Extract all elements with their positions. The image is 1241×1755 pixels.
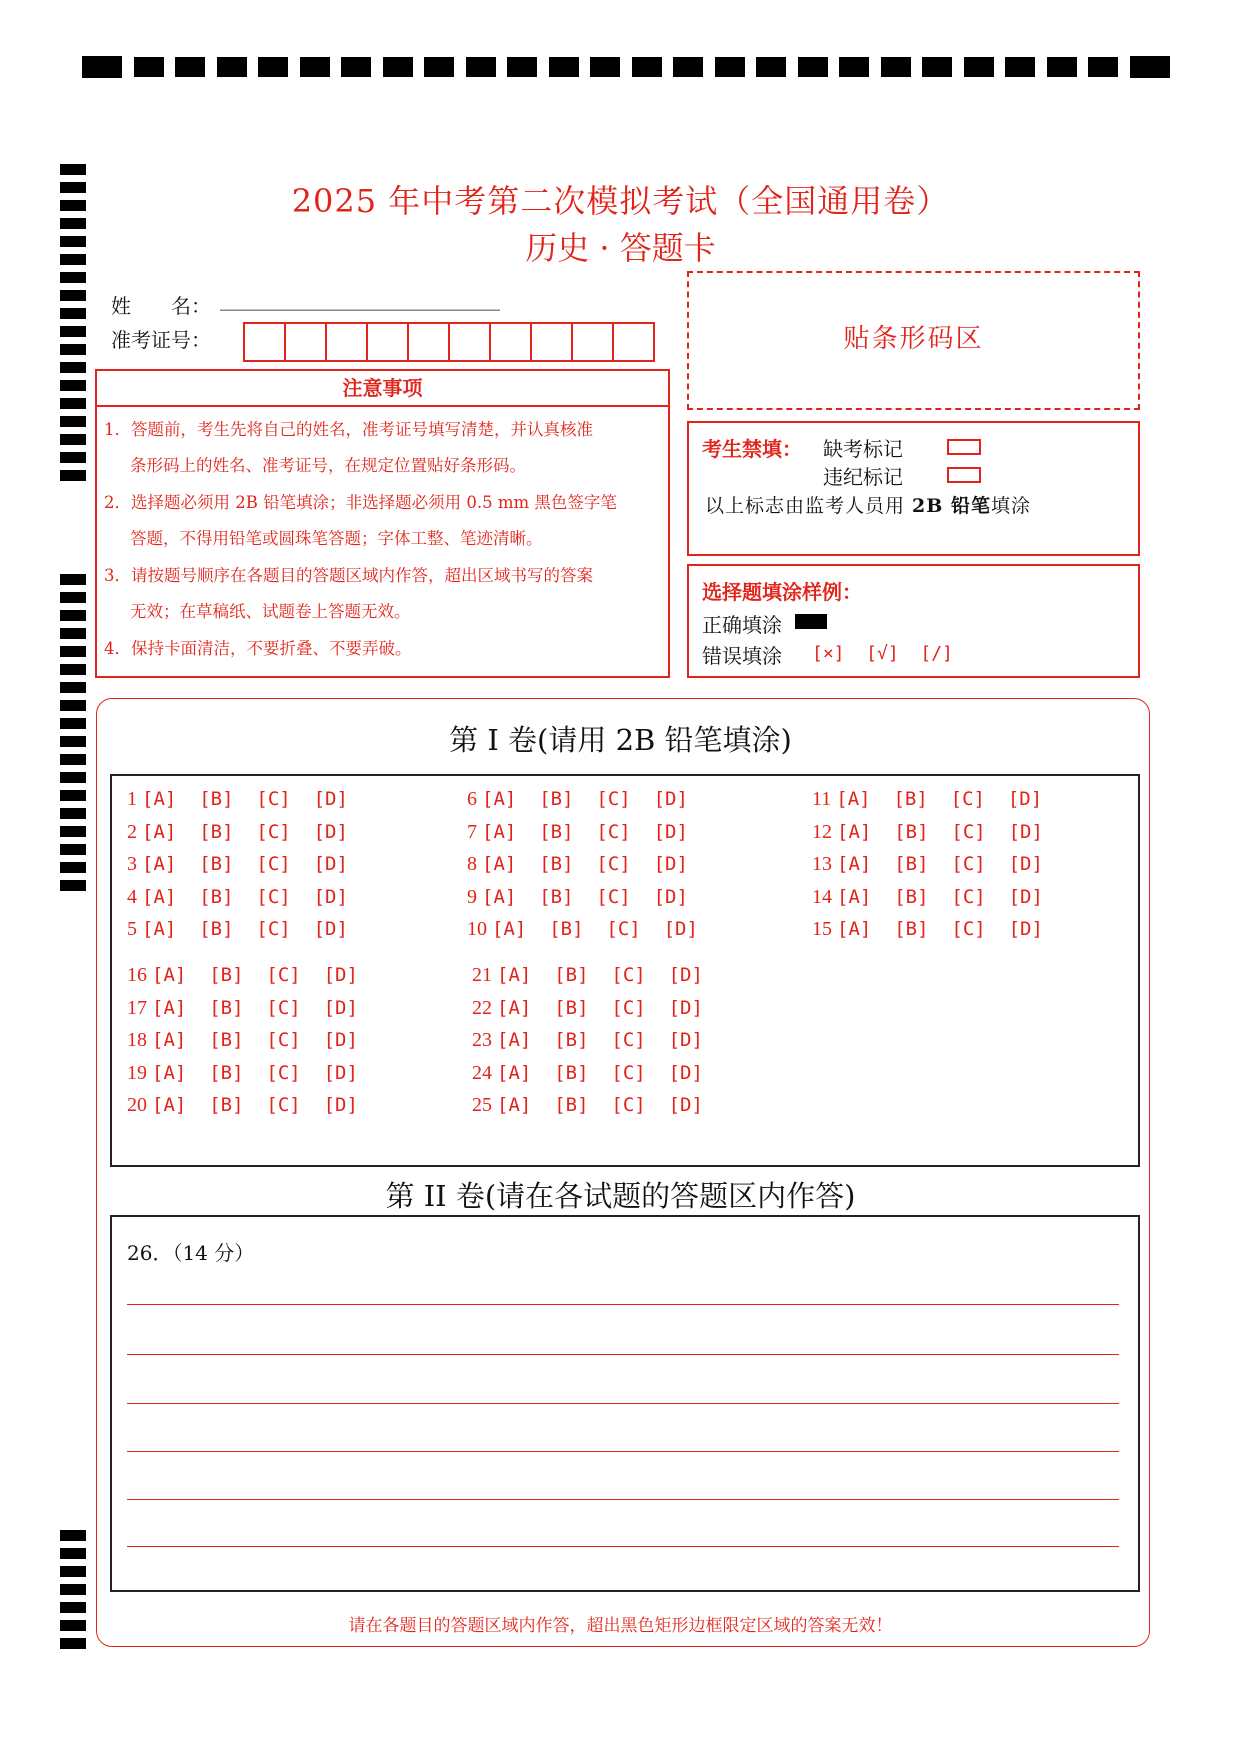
timing-mark <box>60 308 86 319</box>
timing-mark <box>715 57 745 77</box>
question-number: 17 <box>127 996 152 1019</box>
timing-mark <box>60 290 86 301</box>
choice-question-22[interactable] <box>472 997 703 1020</box>
violation-mark-label: 违纪标记 <box>823 465 903 489</box>
timing-mark <box>258 57 288 77</box>
timing-mark <box>60 772 86 783</box>
question-number: 10 <box>467 918 492 940</box>
choice-question-6[interactable] <box>467 788 688 811</box>
question-number: 13 <box>812 853 837 875</box>
timing-mark <box>798 57 828 77</box>
choice-question-9[interactable] <box>467 886 688 909</box>
timing-mark <box>60 1530 86 1541</box>
question-number: 11 <box>812 788 837 810</box>
choice-question-21[interactable] <box>472 964 703 987</box>
choice-question-3[interactable] <box>127 853 348 876</box>
choice-question-12[interactable] <box>812 821 1043 844</box>
id-digit-box[interactable] <box>614 324 653 360</box>
answer-options[interactable]: [A] [B] [C] [D] <box>497 1061 703 1084</box>
timing-mark <box>175 57 205 77</box>
exam-title: 2025 年中考第二次模拟考试（全国通用卷） <box>291 182 950 220</box>
timing-mark <box>60 1638 86 1649</box>
question-number: 2 <box>127 820 142 843</box>
question-number: 19 <box>127 1061 152 1084</box>
answer-options[interactable]: [A] [B] [C] [D] <box>837 885 1043 908</box>
name-label: 姓 名： <box>111 294 211 318</box>
answer-options[interactable]: [A] [B] [C] [D] <box>497 996 703 1019</box>
question-number: 21 <box>472 964 497 986</box>
question-number: 5 <box>127 918 142 940</box>
question-number: 3 <box>127 853 142 875</box>
answer-options[interactable]: [A] [B] [C] [D] <box>837 853 1043 875</box>
answer-options[interactable]: [A] [B] [C] [D] <box>152 996 358 1019</box>
timing-mark <box>60 398 86 409</box>
timing-mark <box>549 57 579 77</box>
answer-options[interactable]: [A] [B] [C] [D] <box>152 1029 358 1051</box>
answer-options[interactable]: [A] [B] [C] [D] <box>482 788 688 810</box>
choice-question-25[interactable] <box>472 1094 703 1117</box>
timing-mark <box>60 344 86 355</box>
wrong-fill-label: 错误填涂 <box>702 644 782 668</box>
timing-mark <box>60 1548 86 1559</box>
answer-line[interactable] <box>127 1499 1119 1500</box>
timing-mark <box>60 628 86 639</box>
answer-options[interactable]: [A] [B] [C] [D] <box>482 853 688 875</box>
timing-mark <box>60 326 86 337</box>
question-number: 7 <box>467 820 482 843</box>
answer-options[interactable]: [A] [B] [C] [D] <box>482 885 688 908</box>
question-number: 12 <box>812 820 837 843</box>
timing-mark <box>60 808 86 819</box>
timing-mark <box>60 434 86 445</box>
timing-mark <box>60 362 86 373</box>
question-number: 23 <box>472 1029 497 1051</box>
question-number: 1 <box>127 788 142 810</box>
timing-mark <box>60 844 86 855</box>
correct-fill-sample <box>795 614 827 629</box>
timing-mark <box>60 646 86 657</box>
answer-line[interactable] <box>127 1451 1119 1452</box>
question-number: 24 <box>472 1061 497 1084</box>
choice-question-8[interactable] <box>467 853 688 876</box>
answer-options[interactable]: [A] [B] [C] [D] <box>152 1094 358 1116</box>
answer-options[interactable]: [A] [B] [C] [D] <box>142 885 348 908</box>
question-number: 20 <box>127 1094 152 1116</box>
part2-title: 第 II 卷(请在各试题的答题区内作答) <box>385 1179 856 1213</box>
question-26-label: 26．（14 分） <box>127 1241 255 1265</box>
answer-options[interactable]: [A] [B] [C] [D] <box>152 1061 358 1084</box>
answer-options[interactable]: [A] [B] [C] [D] <box>837 918 1043 940</box>
question-number: 4 <box>127 885 142 908</box>
timing-mark <box>590 57 620 77</box>
timing-mark <box>60 700 86 711</box>
id-digit-box[interactable] <box>286 324 327 360</box>
id-digit-box[interactable] <box>532 324 573 360</box>
answer-line[interactable] <box>127 1354 1119 1355</box>
answer-options[interactable]: [A] [B] [C] [D] <box>837 820 1043 843</box>
answer-options[interactable]: [A] [B] [C] [D] <box>497 1094 703 1116</box>
footer-warning: 请在各题目的答题区域内作答，超出黑色矩形边框限定区域的答案无效！ <box>348 1616 893 1636</box>
choice-question-20[interactable] <box>127 1094 358 1117</box>
timing-mark <box>1130 56 1170 78</box>
answer-line[interactable] <box>127 1403 1119 1404</box>
choice-question-5[interactable] <box>127 918 348 941</box>
choice-question-7[interactable] <box>467 821 688 844</box>
timing-mark <box>60 574 86 585</box>
name-field[interactable]: ____________________________ <box>220 287 500 311</box>
answer-options[interactable]: [A] [B] [C] [D] <box>497 964 703 986</box>
timing-mark <box>60 592 86 603</box>
question-number: 9 <box>467 885 482 908</box>
answer-options[interactable]: [A] [B] [C] [D] <box>142 853 348 875</box>
timing-mark <box>507 57 537 77</box>
timing-mark <box>466 57 496 77</box>
barcode-area: 贴条形码区 <box>687 271 1140 410</box>
id-digit-box[interactable] <box>409 324 450 360</box>
choice-question-23[interactable] <box>472 1029 703 1052</box>
timing-mark <box>60 682 86 693</box>
exam-id-label: 准考证号： <box>111 328 211 352</box>
choice-question-2[interactable] <box>127 821 348 844</box>
timing-mark <box>1088 57 1118 77</box>
choice-question-16[interactable] <box>127 964 358 987</box>
timing-mark <box>756 57 786 77</box>
choice-question-4[interactable] <box>127 886 348 909</box>
question-number: 16 <box>127 964 152 986</box>
answer-options[interactable]: [A] [B] [C] [D] <box>142 820 348 843</box>
notice-item-2: 2．选择题必须用 2B 铅笔填涂；非选择题必须用 0.5 mm 黑色签字笔 答题，不得用铅笔或圆珠笔答题；字体工整、笔迹清晰。 <box>104 493 617 548</box>
timing-mark <box>383 57 413 77</box>
choice-question-1[interactable] <box>127 788 348 811</box>
answer-options[interactable]: [A] [B] [C] [D] <box>482 820 688 843</box>
answer-options[interactable]: [A] [B] [C] [D] <box>836 788 1043 810</box>
question-number: 6 <box>467 788 482 810</box>
id-digit-box[interactable] <box>491 324 532 360</box>
answer-options[interactable]: [A] [B] [C] [D] <box>492 918 698 940</box>
fill-sample-title: 选择题填涂样例： <box>702 580 862 604</box>
correct-fill-label: 正确填涂 <box>702 613 782 637</box>
notice-item-1: 1．答题前，考生先将自己的姓名，准考证号填写清楚，并认真核准 条形码上的姓名、准考证号，在规定位置贴好条形码。 <box>104 420 593 475</box>
timing-mark <box>60 880 86 891</box>
id-digit-box[interactable] <box>368 324 409 360</box>
answer-options[interactable]: [A] [B] [C] [D] <box>142 918 348 940</box>
choice-question-15[interactable] <box>812 918 1043 941</box>
forbidden-label: 考生禁填： <box>702 437 802 461</box>
choice-question-19[interactable] <box>127 1062 358 1085</box>
timing-mark <box>839 57 869 77</box>
notice-heading: 注意事项 <box>95 369 670 407</box>
answer-line[interactable] <box>127 1546 1119 1547</box>
wrong-fill-samples: [×] [√] [/] <box>812 643 953 664</box>
timing-mark <box>964 57 994 77</box>
timing-mark <box>922 57 952 77</box>
violation-mark-box[interactable] <box>947 467 981 483</box>
timing-mark <box>424 57 454 77</box>
timing-mark <box>60 380 86 391</box>
answer-line[interactable] <box>127 1304 1119 1305</box>
choice-question-17[interactable] <box>127 997 358 1020</box>
timing-mark <box>60 664 86 675</box>
choice-question-14[interactable] <box>812 886 1043 909</box>
id-digit-box[interactable] <box>450 324 491 360</box>
timing-mark <box>217 57 247 77</box>
id-digit-box[interactable] <box>573 324 614 360</box>
notice-item-3: 3．请按题号顺序在各题目的答题区域内作答，超出区域书写的答案 无效；在草稿纸、试题卷上答题无效。 <box>104 566 593 621</box>
id-digit-box[interactable] <box>327 324 368 360</box>
answer-options[interactable]: [A] [B] [C] [D] <box>497 1029 703 1051</box>
part1-title: 第 I 卷(请用 2B 铅笔填涂) <box>449 723 792 757</box>
timing-mark <box>134 57 164 77</box>
choice-question-10[interactable] <box>467 918 698 941</box>
timing-mark <box>1005 57 1035 77</box>
timing-mark <box>60 272 86 283</box>
top-timing-marks <box>82 56 1170 78</box>
choice-question-18[interactable] <box>127 1029 358 1052</box>
answer-options[interactable]: [A] [B] [C] [D] <box>152 964 358 986</box>
timing-mark <box>60 826 86 837</box>
timing-mark <box>60 164 86 175</box>
timing-mark <box>632 57 662 77</box>
forbidden-note: 以上标志由监考人员用 2B 铅笔填涂 <box>705 495 1031 517</box>
timing-mark <box>60 452 86 463</box>
timing-mark <box>60 1584 86 1595</box>
timing-mark <box>60 470 86 481</box>
timing-mark <box>673 57 703 77</box>
exam-id-boxes[interactable] <box>243 322 655 362</box>
timing-mark <box>82 56 122 78</box>
question-number: 15 <box>812 918 837 940</box>
timing-mark <box>60 790 86 801</box>
timing-mark <box>60 610 86 621</box>
timing-mark <box>1047 57 1077 77</box>
timing-mark <box>60 1566 86 1577</box>
notice-item-4: 4．保持卡面清洁，不要折叠、不要弄破。 <box>104 639 412 658</box>
choice-question-11[interactable] <box>812 788 1042 811</box>
absent-mark-box[interactable] <box>947 439 981 455</box>
id-digit-box[interactable] <box>245 324 286 360</box>
question-number: 22 <box>472 996 497 1019</box>
timing-mark <box>341 57 371 77</box>
question-number: 8 <box>467 853 482 875</box>
subject-title: 历史 · 答题卡 <box>525 229 716 267</box>
choice-question-24[interactable] <box>472 1062 703 1085</box>
timing-mark <box>60 862 86 873</box>
timing-mark <box>300 57 330 77</box>
question-number: 25 <box>472 1094 497 1116</box>
question-number: 18 <box>127 1029 152 1051</box>
choice-question-13[interactable] <box>812 853 1043 876</box>
absent-mark-label: 缺考标记 <box>823 437 903 461</box>
timing-mark <box>881 57 911 77</box>
question-number: 14 <box>812 885 837 908</box>
answer-options[interactable]: [A] [B] [C] [D] <box>142 788 348 810</box>
timing-mark <box>60 416 86 427</box>
